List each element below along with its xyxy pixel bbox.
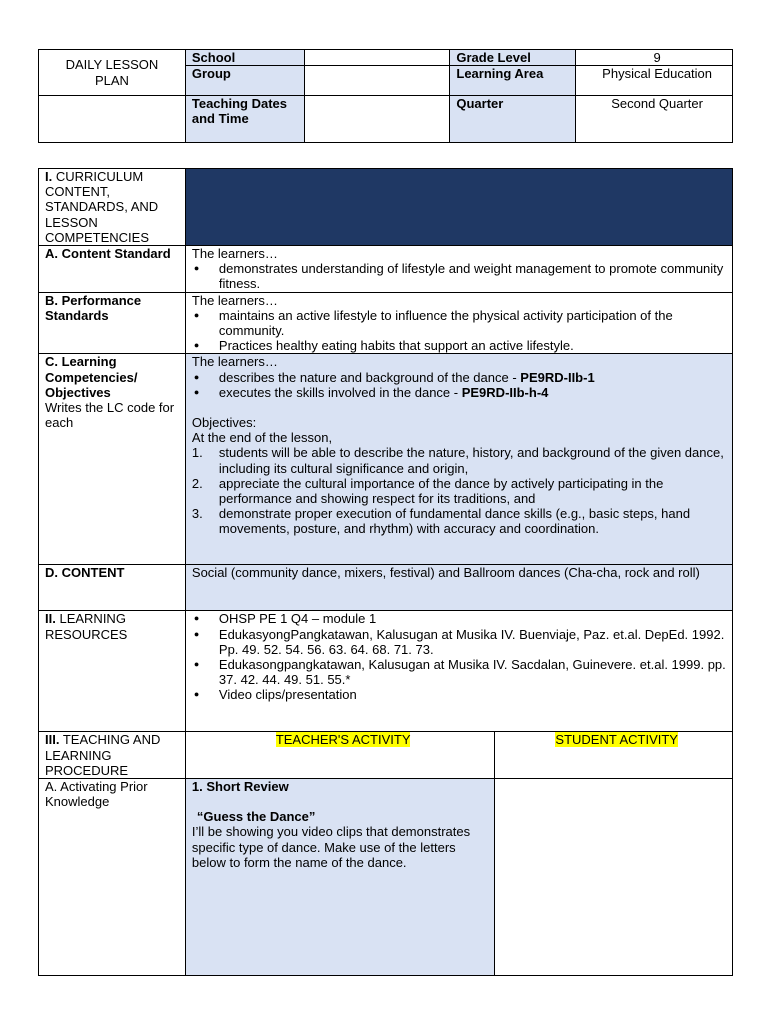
list-item: ● Video clips/presentation xyxy=(192,687,732,702)
content-standard-label: A. Content Standard xyxy=(39,246,186,293)
group-value xyxy=(304,66,450,96)
empty-title-cell xyxy=(39,96,186,143)
competencies-label: C. Learning Competencies/ Objectives xyxy=(45,354,138,400)
performance-standard-cell xyxy=(185,292,732,354)
list-item: ● Practices healthy eating habits that support an active lifestyle. xyxy=(192,338,732,353)
objective-text: students will be able to describe the nature, history, and background of the given dance, including its cultural significance and origin, xyxy=(218,445,724,476)
curriculum-title: CURRICULUM CONTENT, STANDARDS, AND LESSON COMPETENCIES xyxy=(45,169,159,245)
competencies-sublabel: Writes the LC code for each xyxy=(45,400,175,431)
performance-standard-list xyxy=(192,308,732,354)
content-standard-list xyxy=(192,261,732,291)
objectives-list xyxy=(192,445,732,536)
content-label: D. CONTENT xyxy=(39,565,186,611)
objectives-heading: Objectives: xyxy=(191,415,257,431)
procedure-title: TEACHING AND LEARNING PROCEDURE xyxy=(45,732,161,778)
competency-text: executes the skills involved in the dance - xyxy=(218,384,462,400)
quarter-value: Second Quarter xyxy=(576,96,733,143)
grade-label: Grade Level xyxy=(450,50,576,66)
objective-item xyxy=(192,476,732,506)
content-text: Social (community dance, mixers, festival) and Ballroom dances (Cha-cha, rock and roll) xyxy=(185,565,732,611)
review-title: 1. Short Review xyxy=(191,779,289,795)
header-table xyxy=(38,49,733,143)
resources-label-cell xyxy=(39,611,186,732)
student-activity-header: STUDENT ACTIVITY xyxy=(555,732,678,748)
competencies-intro: The learners… xyxy=(191,354,278,370)
objective-number: 3. xyxy=(191,506,203,522)
teacher-activity-cell xyxy=(185,779,494,976)
student-header-cell xyxy=(495,732,733,779)
list-item: ● demonstrates understanding of lifestyle and weight management to promote community fitness. xyxy=(192,261,732,291)
teacher-header-cell xyxy=(185,732,494,779)
objective-text: appreciate the cultural importance of the dance by actively participating in the performance and showing respect for its traditions, and xyxy=(218,475,664,507)
content-standard-intro: The learners… xyxy=(191,246,278,262)
curriculum-num: I. xyxy=(45,169,53,184)
competency-code: PE9RD-IIb-h-4 xyxy=(461,384,549,400)
grade-value: 9 xyxy=(576,50,733,66)
dates-label: Teaching Dates and Time xyxy=(185,96,304,143)
teacher-activity-header: TEACHER'S ACTIVITY xyxy=(275,732,411,748)
curriculum-label-cell xyxy=(39,169,186,246)
school-label: School xyxy=(185,50,304,66)
spacer xyxy=(192,400,732,415)
competencies-cell xyxy=(185,354,732,565)
objective-number: 2. xyxy=(191,475,203,491)
lesson-table xyxy=(38,168,733,976)
procedure-num: III. xyxy=(45,732,60,748)
competency-code: PE9RD-IIb-1 xyxy=(520,369,595,385)
list-item: ● EdukasyongPangkatawan, Kalusugan at Musika IV. Buenviaje, Paz. et.al. DepEd. 1992. Pp. 49. 52. 54. 56. 63. 64. 68. 71. 73. xyxy=(192,627,732,657)
plan-title: DAILY LESSON PLAN xyxy=(39,50,186,96)
objective-text: demonstrate proper execution of fundamental dance skills (e.g., basic steps, hand movements, posture, and rhythm) with accuracy and coordination. xyxy=(218,506,691,537)
school-value xyxy=(304,50,450,66)
procedure-label-cell xyxy=(39,732,186,779)
competencies-label-cell xyxy=(39,354,186,565)
performance-standard-intro: The learners… xyxy=(191,292,278,308)
student-activity-cell xyxy=(495,779,733,976)
quarter-label: Quarter xyxy=(450,96,576,143)
objectives-intro: At the end of the lesson, xyxy=(191,430,333,446)
curriculum-banner xyxy=(185,169,732,246)
resources-cell xyxy=(185,611,732,732)
list-item: ● OHSP PE 1 Q4 – module 1 xyxy=(192,611,732,626)
group-label: Group xyxy=(185,66,304,96)
objective-item xyxy=(192,445,732,475)
game-title: “Guess the Dance” xyxy=(196,809,316,825)
area-value: Physical Education xyxy=(576,66,733,96)
list-item xyxy=(192,385,732,400)
objective-number: 1. xyxy=(191,445,203,461)
performance-standard-label: B. Performance Standards xyxy=(39,292,186,354)
resources-list xyxy=(192,611,732,702)
game-instructions: I’ll be showing you video clips that demonstrates specific type of dance. Make use of the letters below to form the name of the dance. xyxy=(191,824,471,870)
list-item: ● Edukasongpangkatawan, Kalusugan at Musika IV. Sacdalan, Guinevere. et.al. 1999. pp. 37. 42. 44. 49. 51. 55.* xyxy=(192,657,732,687)
objective-item xyxy=(192,506,732,536)
area-label: Learning Area xyxy=(450,66,576,96)
prior-knowledge-label: A. Activating Prior Knowledge xyxy=(39,779,186,976)
dates-value xyxy=(304,96,450,143)
list-item: ● maintains an active lifestyle to influence the physical activity participation of the community. xyxy=(192,308,732,338)
competency-text: describes the nature and background of the dance - xyxy=(218,369,521,385)
list-item xyxy=(192,370,732,385)
resources-num: II. xyxy=(45,611,56,627)
spacer xyxy=(192,794,488,809)
content-standard-cell xyxy=(185,246,732,293)
competencies-list xyxy=(192,370,732,400)
resources-title: LEARNING RESOURCES xyxy=(45,611,128,642)
